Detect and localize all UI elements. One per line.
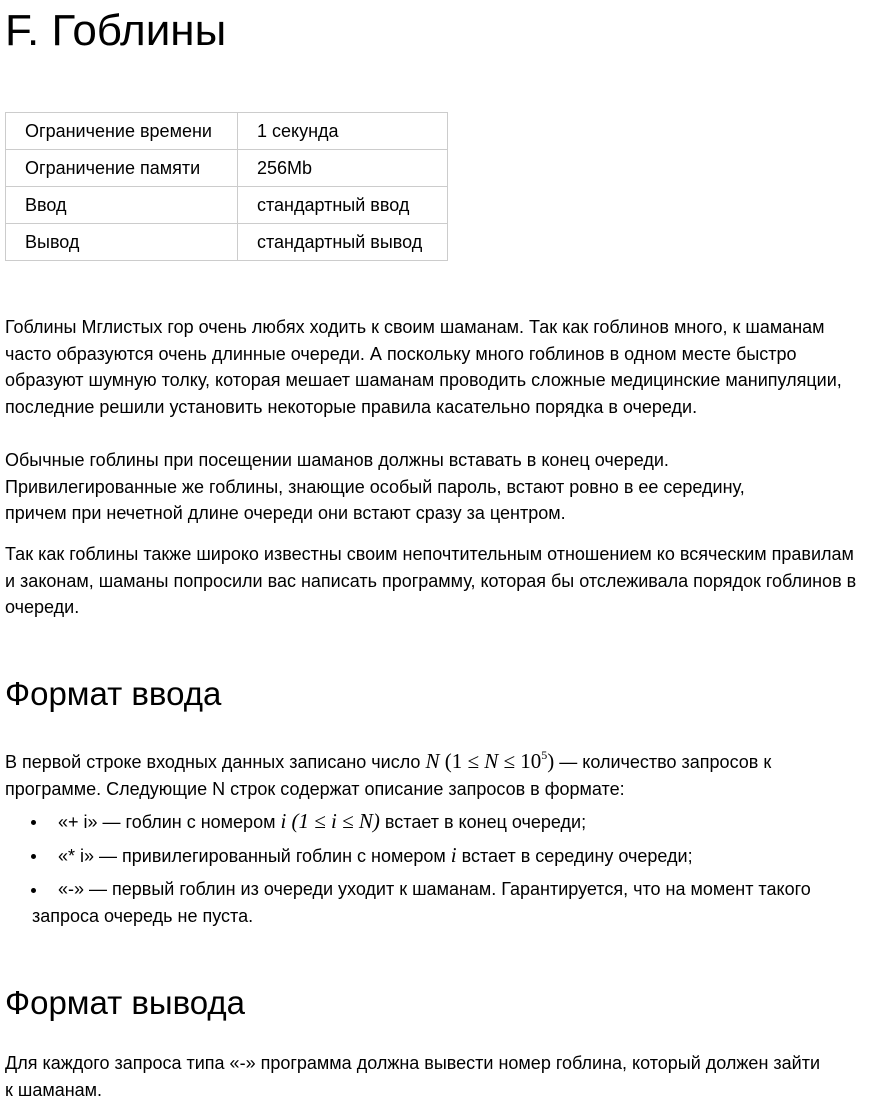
list-item: [5, 808, 865, 836]
input-format-intro: [5, 748, 865, 802]
limit-value: стандартный вывод: [238, 224, 448, 261]
limit-key: Ввод: [6, 187, 238, 224]
query-text-before: «-» — первый гоблин из очереди уходит к шаманам. Гарантируется, что на момент такого запроса очередь не пуста.: [32, 879, 811, 927]
math-n: [425, 749, 554, 773]
math-var-n: N: [425, 749, 440, 773]
table-row: [6, 113, 448, 150]
query-math: i (1 ≤ i ≤ N): [280, 809, 380, 833]
limits-table: [5, 112, 448, 261]
output-format-heading: Формат вывода: [5, 984, 246, 1021]
query-text-before: «* i» — привилегированный гоблин с номером: [58, 846, 451, 867]
math-exponent: 5: [541, 748, 548, 762]
limit-key: Ограничение времени: [6, 113, 238, 150]
list-item: [5, 842, 865, 870]
limit-value: 1 секунда: [238, 113, 448, 150]
statement-paragraph-3: Так как гоблины также широко известны своим непочтительным отношением ко всяческим правилам и законам, шаманы попросили вас написать программу, которая бы отслеживала порядок гоблинов в очереди.: [5, 544, 857, 618]
output-format-text: Для каждого запроса типа «-» программа должна вывести номер гоблина, который должен зайти к шаманам.: [5, 1053, 821, 1100]
statement-paragraph-2: Обычные гоблины при посещении шаманов должны вставать в конец очереди. Привилегированные же гоблины, знающие особый пароль, встают ровно в ее середину, причем при нечетной длине очереди они встают сразу за центром.: [5, 450, 745, 524]
statement-paragraph-1: Гоблины Мглистых гор очень любях ходить к своим шаманам. Так как гоблинов много, к шаманам часто образуются очень длинные очереди. А поскольку много гоблинов в одном месте быстро образуют шумную толку, которая мешает шаманам проводить сложные медицинские манипуляции, последние решили установить некоторые правила касательно порядка в очереди.: [5, 317, 842, 418]
query-text-after: встает в конец очереди;: [379, 812, 587, 832]
limit-value: 256Mb: [238, 150, 448, 187]
list-item: [5, 876, 865, 929]
limit-key: Вывод: [6, 224, 238, 261]
query-text-before: «+ i» — гоблин с номером: [58, 812, 281, 832]
query-list: [5, 808, 865, 936]
problem-title: F. Гоблины: [5, 6, 227, 55]
math-range-open: (1 ≤: [439, 749, 485, 773]
limit-key: Ограничение памяти: [6, 150, 238, 187]
query-text-after: встает в середину очереди;: [456, 846, 693, 867]
input-format-heading: Формат ввода: [5, 675, 222, 712]
query-math: i: [450, 843, 457, 868]
math-range-var: N: [484, 749, 499, 773]
bullet-icon: [31, 820, 36, 825]
table-row: [6, 224, 448, 261]
table-row: [6, 150, 448, 187]
math-range-le: ≤ 10: [498, 749, 542, 773]
intro-text-before: В первой строке входных данных записано число: [5, 752, 426, 772]
math-range-close: ): [547, 749, 555, 773]
table-row: [6, 187, 448, 224]
limit-value: стандартный ввод: [238, 187, 448, 224]
intro-text-after: — количество запросов к программе. Следующие N строк содержат описание запросов в формате:: [5, 752, 772, 799]
